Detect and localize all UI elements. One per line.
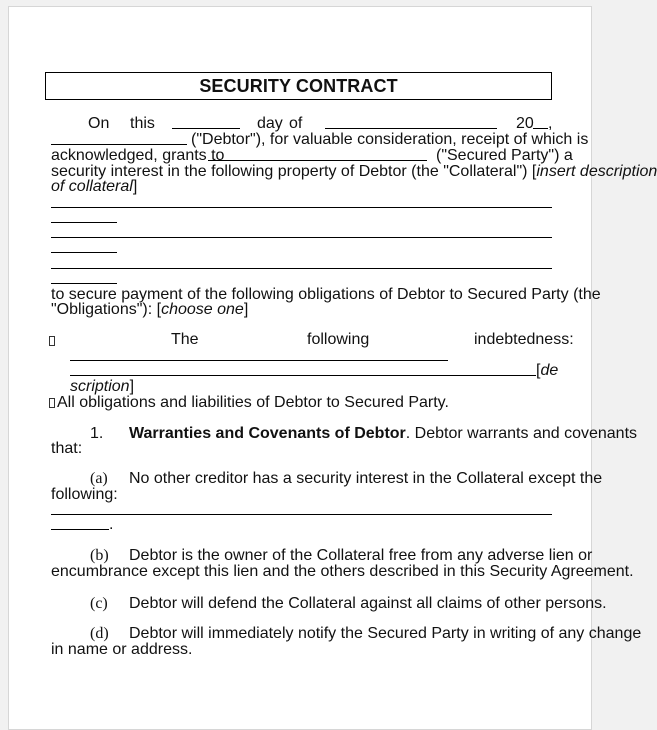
section-1-heading-line: Warranties and Covenants of Debtor. Debtor warrants and covenants [129,425,638,442]
item-c-label: (c) [90,595,108,612]
item-d-text-1: Debtor will immediately notify the Secured Party in writing of any change [129,625,642,642]
item-a-end: . [109,516,114,533]
debtor-name-blank [51,144,187,145]
option-2-line: All obligations and liabilities of Debtor to Secured Party. [49,394,449,412]
item-b-text-1: Debtor is the owner of the Collateral free from any adverse lien or [129,547,593,564]
security-interest-line: security interest in the following property of Debtor (the "Collateral") [insert description [51,163,657,180]
collateral-blank-6 [51,283,117,284]
option-1-desc-2: scription] [70,378,135,395]
collateral-desc-line: of collateral] [51,178,138,195]
option-1-following: following [307,331,370,348]
option-1-desc-1: [de [536,362,559,379]
item-b-text-2: encumbrance except this lien and the others described in this Security Agreement. [51,563,634,580]
month-blank [325,128,497,129]
year-blank [533,128,548,129]
option-1-indebtedness: indebtedness: [474,331,574,348]
acknowledged-text: acknowledged, grants to [51,147,225,164]
document-title: SECURITY CONTRACT [45,72,552,100]
debtor-clause: ("Debtor"), for valuable consideration, receipt of which is [191,131,589,148]
day-blank [172,128,240,129]
item-a-label: (a) [90,470,108,487]
option-1-checkbox-icon[interactable] [49,332,57,350]
indebtedness-blank-1 [70,360,448,361]
section-1-that: that: [51,440,83,457]
intro-on: On [88,115,110,132]
item-c-text: Debtor will defend the Collateral against all claims of other persons. [129,595,607,612]
option-2-checkbox-icon[interactable] [49,398,55,408]
year-prefix: 20 [516,115,534,132]
collateral-blank-1 [51,207,552,208]
item-d-label: (d) [90,625,109,642]
item-a-text-2: following: [51,486,118,503]
collateral-blank-5 [51,268,552,269]
intro-this: this [130,115,155,132]
item-b-label: (b) [90,547,109,564]
option-1-the: The [171,331,199,348]
item-a-blank-1 [51,514,552,515]
year-suffix: , [548,115,553,132]
collateral-blank-2 [51,222,117,223]
secured-party-blank [208,160,427,161]
intro-of: of [289,115,303,132]
obligations-line-2: "Obligations"): [choose one] [51,301,249,318]
obligations-line-1: to secure payment of the following obligations of Debtor to Secured Party (the [51,286,601,303]
secured-party-text: ("Secured Party") a [436,147,573,164]
collateral-blank-4 [51,252,117,253]
intro-day: day [257,115,283,132]
item-a-text-1: No other creditor has a security interest in the Collateral except the [129,470,603,487]
section-1-number: 1. [90,425,104,442]
item-a-blank-2 [51,529,109,530]
indebtedness-blank-2 [70,375,536,376]
collateral-blank-3 [51,237,552,238]
item-d-text-2: in name or address. [51,641,193,658]
